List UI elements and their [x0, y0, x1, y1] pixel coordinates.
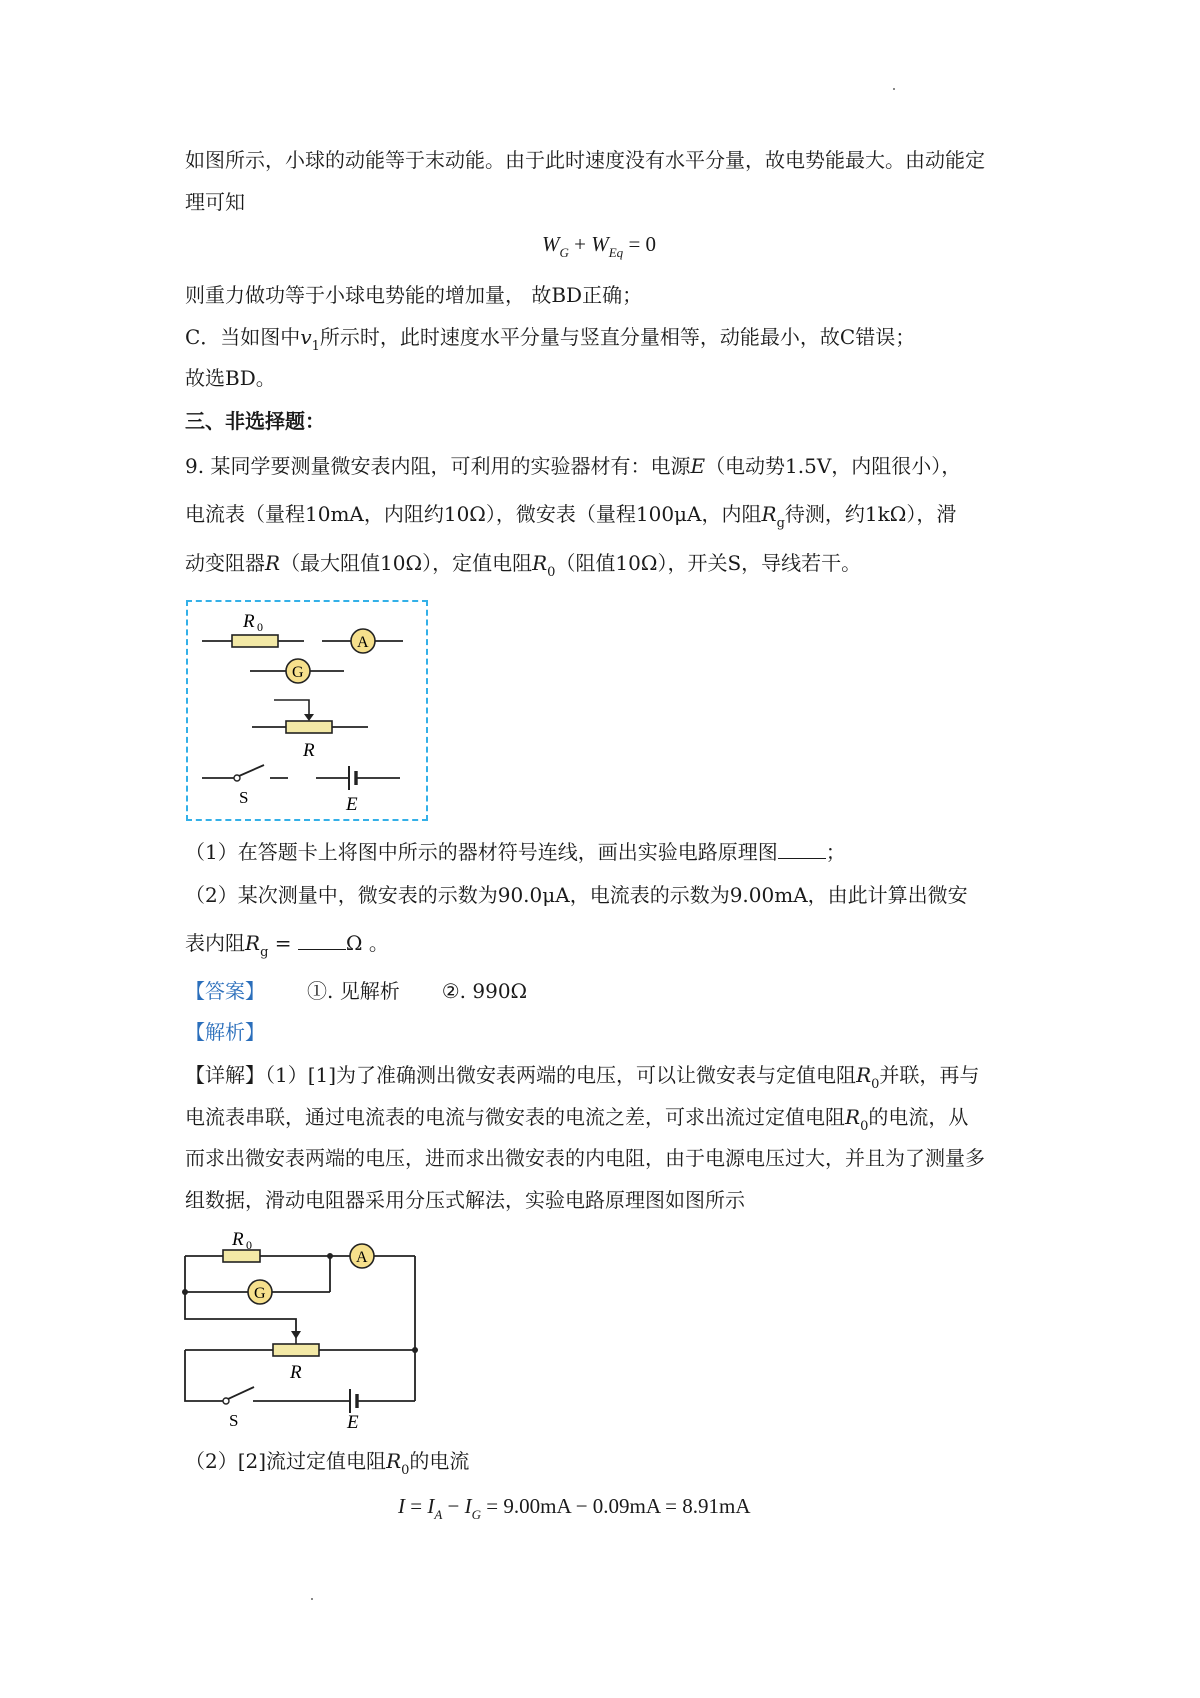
- answer-tag: 【答案】: [185, 979, 265, 1003]
- text-line-5: 故选BD。: [185, 366, 276, 390]
- formula-symbol: I: [464, 1494, 472, 1518]
- junction-dot: [327, 1253, 333, 1259]
- formula-work-energy: [542, 232, 657, 260]
- formula-operator: =: [410, 1494, 423, 1518]
- formula-current: [398, 1494, 751, 1522]
- subscript-0: 0: [401, 1463, 410, 1478]
- formula-subscript: G: [559, 245, 569, 260]
- rheostat-label: R: [303, 740, 315, 761]
- detail-line-3: 而求出微安表两端的电压，进而求出微安表的内电阻，由于电源电压过大，并且为了测量多: [185, 1146, 985, 1170]
- formula-symbol: I: [398, 1494, 405, 1518]
- switch-contact: [223, 1398, 229, 1404]
- answer-line: [185, 977, 527, 1005]
- text-line-1: 如图所示，小球的动能等于末动能。由于此时速度没有水平分量，故电势能最大。由动能定: [185, 148, 985, 172]
- galvanometer-label: G: [292, 664, 304, 681]
- subscript-g: g: [776, 516, 785, 531]
- answer-1: ①. 见解析: [307, 979, 400, 1003]
- symbol-R: R: [245, 931, 261, 955]
- formula-subscript: A: [434, 1507, 443, 1522]
- text-segment: （2）[2]流过定值电阻: [185, 1449, 387, 1473]
- symbol-E: E: [690, 454, 706, 478]
- symbol-R: R: [761, 502, 777, 526]
- battery-label: E: [347, 1412, 359, 1428]
- text-segment: ；: [825, 840, 846, 864]
- answer-blank-1: [778, 838, 826, 859]
- detail-line-5: [185, 1447, 469, 1479]
- formula-subscript: Eq: [608, 245, 624, 260]
- question-9-line-3: [185, 549, 861, 581]
- symbol-R0: R: [532, 551, 548, 575]
- text-segment: （电动势1.5V，内阻很小），: [705, 454, 962, 478]
- text-segment: 的电流: [409, 1449, 470, 1473]
- question-9-line-1: [185, 452, 961, 480]
- part-1-prompt: [185, 838, 846, 866]
- subscript-0: 0: [860, 1119, 869, 1134]
- r0-label: R: [232, 1229, 244, 1250]
- subscript-0: 0: [547, 565, 556, 580]
- subscript-0: 0: [871, 1077, 880, 1092]
- part-2-prompt: （2）某次测量中，微安表的示数为90.0μA，电流表的示数为9.00mA，由此计算出微安: [185, 883, 968, 907]
- text-line-2: 理可知: [185, 190, 245, 214]
- battery-label: E: [346, 794, 358, 815]
- text-segment: 电流表串联，通过电流表的电流与微安表的电流之差，可求出流过定值电阻: [185, 1105, 845, 1129]
- switch-label: S: [229, 1411, 239, 1428]
- detail-line-1: [185, 1061, 979, 1093]
- rheostat: [252, 700, 368, 761]
- text-segment: Ω 。: [345, 931, 389, 955]
- ammeter: [322, 629, 403, 653]
- formula-subscript: G: [471, 1507, 482, 1522]
- junction-dot: [182, 1289, 188, 1295]
- subscript-g: g: [260, 945, 269, 960]
- text-segment: （最大阻值10Ω），定值电阻: [280, 551, 533, 575]
- scan-speck: [311, 1598, 313, 1600]
- formula-operator: −: [447, 1494, 460, 1518]
- text-line-3: 则重力做功等于小球电势能的增加量， 故BD正确；: [185, 283, 643, 307]
- r0-resistor: [223, 1250, 260, 1262]
- ammeter-label: A: [356, 1249, 368, 1266]
- symbol-R0: R: [856, 1063, 872, 1087]
- question-9-line-2: [185, 500, 956, 532]
- text-segment: 动变阻器: [185, 551, 265, 575]
- answer-2: ②. 990Ω: [441, 979, 528, 1003]
- galvanometer-label: G: [254, 1285, 266, 1302]
- scan-speck: [893, 88, 895, 90]
- circuit-diagram: [180, 1228, 430, 1428]
- text-segment: 【详解】（1）[1]为了准确测出微安表两端的电压，可以让微安表与定值电阻: [185, 1063, 857, 1087]
- analysis-tag: 【解析】: [185, 1020, 265, 1044]
- text-segment: 电流表（量程10mA，内阻约10Ω），微安表（量程100μA，内阻: [185, 502, 762, 526]
- rheostat-label: R: [290, 1362, 302, 1383]
- r0-resistor: [202, 611, 304, 647]
- symbol-R0: R: [845, 1105, 861, 1129]
- formula-operator: = 0: [628, 232, 657, 256]
- symbol-v: v: [300, 325, 312, 349]
- subscript-1: 1: [311, 339, 320, 354]
- text-segment: 表内阻: [185, 931, 245, 955]
- component-symbols-figure: [186, 600, 428, 821]
- symbol-R: R: [265, 551, 281, 575]
- text-segment: （阻值10Ω），开关S，导线若干。: [555, 551, 862, 575]
- formula-value: = 9.00mA − 0.09mA = 8.91mA: [486, 1494, 751, 1518]
- switch-label: S: [239, 788, 249, 807]
- text-segment: 待测，约1kΩ），滑: [784, 502, 957, 526]
- text-segment: （1）在答题卡上将图中所示的器材符号连线，画出实验电路原理图: [185, 840, 778, 864]
- text-segment: C．当如图中: [185, 325, 301, 349]
- detail-line-2: [185, 1103, 968, 1135]
- formula-operator: +: [574, 232, 586, 256]
- junction-dot: [412, 1347, 418, 1353]
- battery: [316, 766, 400, 815]
- rheostat: [273, 1344, 319, 1356]
- text-segment: 的电流，从: [868, 1105, 969, 1129]
- detail-line-4: 组数据，滑动电阻器采用分压式解法，实验电路原理图如图所示: [185, 1188, 745, 1212]
- r0-label-sub: 0: [246, 1238, 252, 1252]
- switch: [202, 765, 288, 807]
- formula-symbol: I: [427, 1494, 435, 1518]
- text-line-4: [185, 323, 915, 355]
- text-segment: 并联，再与: [879, 1063, 980, 1087]
- text-segment: 9. 某同学要测量微安表内阻，可利用的实验器材有：电源: [185, 454, 691, 478]
- formula-symbol: W: [591, 232, 609, 256]
- part-2-prompt-cont: [185, 929, 389, 961]
- answer-blank-2: [298, 929, 346, 950]
- r0-label: R: [243, 611, 255, 632]
- text-segment: =: [268, 931, 298, 955]
- text-segment: 所示时，此时速度水平分量与竖直分量相等，动能最小，故C错误；: [319, 325, 916, 349]
- symbol-R0: R: [386, 1449, 402, 1473]
- ammeter-label: A: [357, 634, 369, 651]
- section-heading: 三、非选择题：: [185, 409, 325, 433]
- r0-label-sub: 0: [257, 620, 263, 634]
- formula-symbol: W: [542, 232, 560, 256]
- galvanometer: [250, 659, 344, 683]
